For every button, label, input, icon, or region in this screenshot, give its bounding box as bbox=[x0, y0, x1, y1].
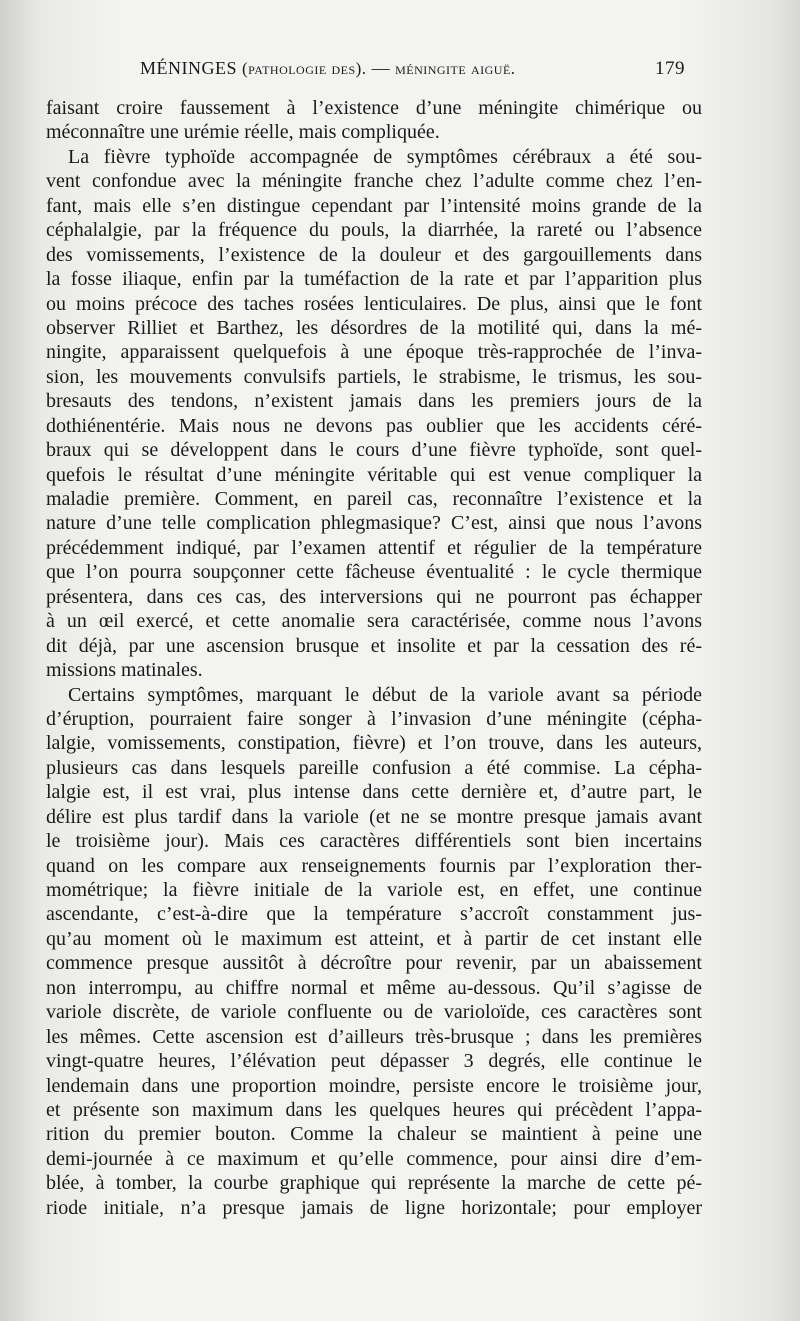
text-line: quand on les compare aux renseignements fournis par l’exploration ther- bbox=[46, 854, 702, 877]
text-line: commence presque aussitôt à décroître pour revenir, par un abaissement bbox=[46, 952, 702, 975]
text-line: vingt-quatre heures, l’élévation peut dépasser 3 degrés, elle continue le bbox=[46, 1050, 702, 1073]
header-title-sub: méningite aiguë. bbox=[395, 59, 516, 78]
text-line: et présente son maximum dans les quelques heures qui précèdent l’appa- bbox=[46, 1098, 702, 1121]
paragraph-first-line: Certains symptômes, marquant le début de la variole avant sa période bbox=[68, 683, 702, 706]
text-line: faisant croire faussement à l’existence d’une méningite chimérique ou bbox=[46, 97, 702, 119]
paragraph-first-line: La fièvre typhoïde accompagnée de symptômes cérébraux a été sou- bbox=[68, 145, 702, 168]
text-line: missions matinales. bbox=[46, 659, 203, 682]
body-text bbox=[46, 96, 702, 1220]
text-line: bresauts des tendons, n’existent jamais dans les premiers jours de la bbox=[46, 390, 702, 413]
header-separator: — bbox=[371, 58, 391, 78]
text-line: qu’au moment où le maximum est atteint, et à partir de cet instant elle bbox=[46, 927, 702, 950]
running-title bbox=[140, 58, 516, 79]
text-line: lalgie est, il est vrai, plus intense dans cette dernière et, d’autre part, le bbox=[46, 781, 702, 804]
text-line: nature d’une telle complication phlegmasique? C’est, ainsi que nous l’avons bbox=[46, 512, 702, 535]
page-number: 179 bbox=[655, 58, 685, 79]
text-line: dothiénentérie. Mais nous ne devons pas oublier que les accidents céré- bbox=[46, 414, 702, 437]
text-line: céphalalgie, par la fréquence du pouls, la diarrhée, la rareté ou l’absence bbox=[46, 219, 702, 242]
text-line: fant, mais elle s’en distingue cependant par l’intensité moins grande de la bbox=[46, 194, 702, 217]
text-line: à un œil exercé, et cette anomalie sera caractérisée, comme nous l’avons bbox=[46, 610, 702, 633]
text-line: ascendante, c’est-à-dire que la température s’accroît constamment jus- bbox=[46, 903, 702, 926]
text-line: non interrompu, au chiffre normal et même au-dessous. Qu’il s’agisse de bbox=[46, 976, 702, 999]
text-line: que l’on pourra soupçonner cette fâcheuse éventualité : le cycle thermique bbox=[46, 561, 702, 584]
text-line: dit déjà, par une ascension brusque et insolite et par la cessation des ré- bbox=[46, 634, 702, 657]
text-line: observer Rilliet et Barthez, les désordres de la motilité qui, dans la mé- bbox=[46, 316, 702, 339]
text-line: rition du premier bouton. Comme la chaleur se maintient à peine une bbox=[46, 1123, 702, 1146]
text-line: des vomissements, l’existence de la douleur et des gargouillements dans bbox=[46, 243, 702, 266]
text-line: présentera, dans ces cas, des interversions qui ne pourront pas échapper bbox=[46, 585, 702, 608]
text-line: d’éruption, pourraient faire songer à l’invasion d’une méningite (cépha- bbox=[46, 707, 702, 730]
text-line: ningite, apparaissent quelquefois à une époque très-rapprochée de l’inva- bbox=[46, 341, 702, 364]
header-title-parenthetical: (pathologie des). bbox=[242, 59, 367, 78]
text-line: vent confondue avec la méningite franche chez l’adulte comme chez l’en- bbox=[46, 170, 702, 193]
text-line: ou moins précoce des taches rosées lenticulaires. De plus, ainsi que le font bbox=[46, 292, 702, 315]
text-line: méconnaître une urémie réelle, mais compliquée. bbox=[46, 121, 440, 144]
text-line: riode initiale, n’a presque jamais de ligne horizontale; pour employer bbox=[46, 1196, 702, 1219]
text-line: variole discrète, de variole confluente ou de varioloïde, ces caractères sont bbox=[46, 1001, 702, 1024]
text-line: maladie première. Comment, en pareil cas, reconnaître l’existence et la bbox=[46, 488, 702, 510]
text-line: plusieurs cas dans lesquels pareille confusion a été commise. La cépha- bbox=[46, 756, 702, 779]
text-line: le troisième jour). Mais ces caractères différentiels sont bien incertains bbox=[46, 830, 702, 853]
text-line: lalgie, vomissements, constipation, fièvre) et l’on trouve, dans les auteurs, bbox=[46, 732, 702, 755]
text-line: la fosse iliaque, enfin par la tuméfaction de la rate et par l’apparition plus bbox=[46, 268, 702, 291]
header-title-prefix: MÉNINGES bbox=[140, 58, 237, 78]
text-line: braux qui se développent dans le cours d’une fièvre typhoïde, sont quel- bbox=[46, 439, 702, 462]
running-header bbox=[140, 58, 685, 88]
text-line: quefois le résultat d’une méningite véritable qui est venue compliquer la bbox=[46, 463, 702, 486]
text-line: lendemain dans une proportion moindre, persiste encore le troisième jour, bbox=[46, 1074, 702, 1097]
text-line: mométrique; la fièvre initiale de la variole est, en effet, une continue bbox=[46, 879, 702, 901]
text-line: demi-journée à ce maximum et qu’elle commence, pour ainsi dire d’em- bbox=[46, 1147, 702, 1170]
text-line: les mêmes. Cette ascension est d’ailleurs très-brusque ; dans les premières bbox=[46, 1025, 702, 1048]
text-line: précédemment indiqué, par l’examen attentif et régulier de la température bbox=[46, 536, 702, 559]
text-line: sion, les mouvements convulsifs partiels, le strabisme, le trismus, les sou- bbox=[46, 365, 702, 388]
text-line: blée, à tomber, la courbe graphique qui représente la marche de cette pé- bbox=[46, 1172, 702, 1195]
text-line: délire est plus tardif dans la variole (et ne se montre presque jamais avant bbox=[46, 805, 702, 828]
